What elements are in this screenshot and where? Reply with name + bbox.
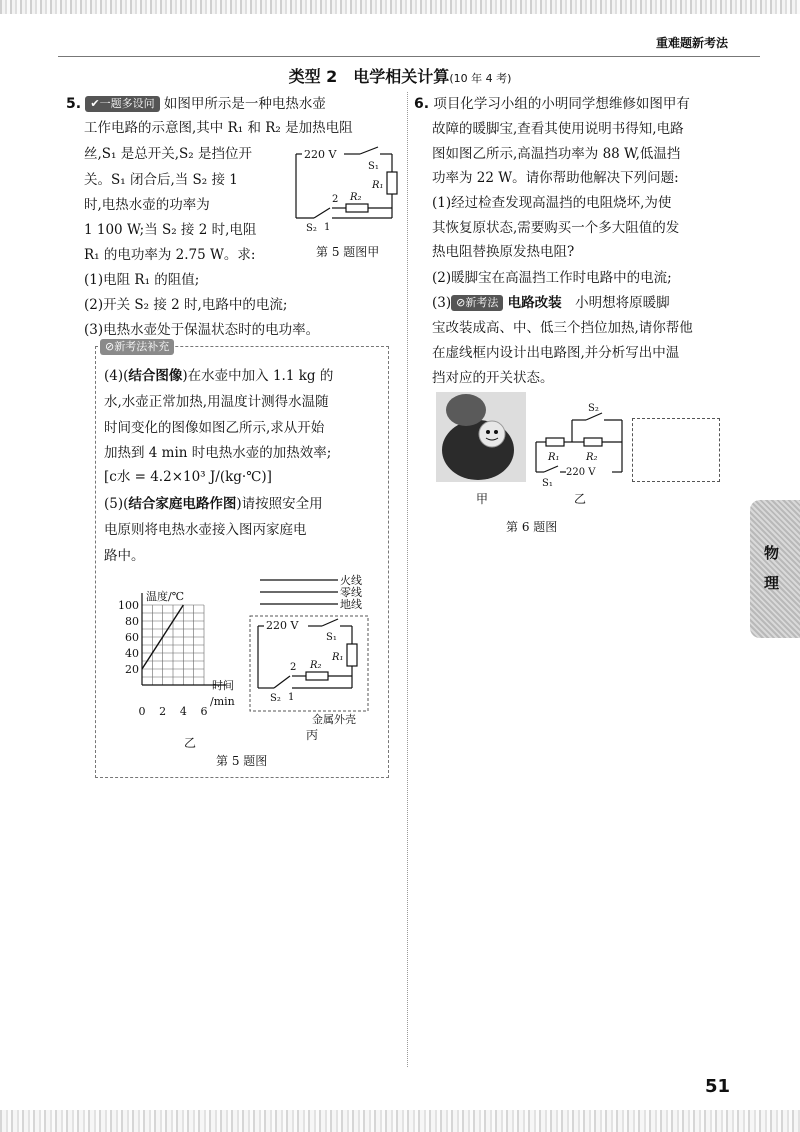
section-title-text: 类型 2 电学相关计算 xyxy=(288,67,450,86)
q5-fig-a-voltage: 220 V xyxy=(304,148,337,161)
q5-fig-a-r2: R₂ xyxy=(350,192,362,203)
q5-line-3: 关。S₁ 闭合后,当 S₂ 接 1 xyxy=(84,172,238,188)
q6-line-3: 功率为 22 W。请你帮助他解决下列问题: xyxy=(432,170,679,186)
header-rule xyxy=(58,56,760,57)
graph-y-tick-60: 60 xyxy=(125,631,139,644)
q5-line-5: 1 100 W;当 S₂ 接 2 时,电阻 xyxy=(84,222,257,238)
graph-axes xyxy=(142,593,226,685)
q6-p3-bold: 电路改装 xyxy=(507,295,562,311)
q6-line-1: 故障的暖脚宝,查看其使用说明书得知,电路 xyxy=(432,121,684,137)
graph-y-tick-80: 80 xyxy=(125,615,139,628)
q5-p4-line-1: 水,水壶正常加热,用温度计测得水温随 xyxy=(104,394,329,410)
fig-c-s1: S₁ xyxy=(326,632,337,643)
graph-x-tick-6: 6 xyxy=(200,705,208,718)
column-divider xyxy=(407,92,408,1067)
q5-line-8: (2)开关 S₂ 接 2 时,电路中的电流; xyxy=(84,297,288,313)
graph-x-ticks xyxy=(139,705,208,718)
q6-line-5: 其恢复原状态,需要购买一个多大阻值的发 xyxy=(432,220,680,236)
q5-p5-line-0 xyxy=(104,494,323,514)
q5-fig-a-s2: S₂ xyxy=(306,223,317,234)
q6-fig-s2: S₂ xyxy=(588,403,599,414)
section-title xyxy=(0,64,800,87)
fig-c-ground: 地线 xyxy=(340,598,362,611)
q6-line-4: (1)经过检查发现高温挡的电阻烧坏,为使 xyxy=(432,195,672,211)
q5-p5-lead: (5)( xyxy=(104,496,129,512)
q6-label-a: 甲 xyxy=(476,492,489,506)
q6-caption: 第 6 题图 xyxy=(506,520,558,534)
fig-c-live: 火线 xyxy=(340,574,362,587)
q5-line-1: 工作电路的示意图,其中 R₁ 和 R₂ 是加热电阻 xyxy=(84,120,353,136)
q5-line-0: 如图甲所示是一种电热水壶 xyxy=(163,96,326,112)
q5-fig-a-pos2: 2 xyxy=(332,194,339,205)
q6-label-b: 乙 xyxy=(574,492,587,506)
fig-c-pos2: 2 xyxy=(290,662,297,673)
graph-y-label: 温度/℃ xyxy=(146,590,185,603)
q6-p3-line-1: 宝改装成高、中、低三个挡位加热,请你帮他 xyxy=(432,320,693,336)
q5-p4-text-0: )在水壶中加入 1.1 kg 的 xyxy=(182,368,334,384)
graph-x-label-2: /min xyxy=(210,695,235,708)
q5-p4-line-3: 加热到 4 min 时电热水壶的加热效率; xyxy=(104,445,332,461)
section-title-note: (10 年 4 考) xyxy=(449,72,512,85)
q6-number: 6. xyxy=(414,96,430,112)
q6-p3-badge: ⊘新考法 xyxy=(451,295,503,311)
running-head: 重难题新考法 xyxy=(655,36,728,50)
q5-p5-text-0: )请按照安全用 xyxy=(236,496,323,512)
q5-badge: ✔一题多设问 xyxy=(85,96,159,112)
q5-temperature-graph xyxy=(112,585,235,755)
graph-x-tick-0: 0 xyxy=(138,705,146,718)
q5-p5-bold: 结合家庭电路作图 xyxy=(128,496,237,512)
q6-p3-line-2: 在虚线框内设计出电路图,并分析写出中温 xyxy=(432,345,680,361)
q5-fig-a-s1: S₁ xyxy=(368,161,379,172)
q5-p4-lead: (4)( xyxy=(104,368,129,384)
q5-p4-bold: 结合图像 xyxy=(128,368,183,384)
q6-p3-first: 小明想将原暖脚 xyxy=(561,295,670,311)
fig-c-voltage: 220 V xyxy=(266,619,299,632)
q5-fig-a-r1: R₁ xyxy=(372,180,384,191)
q5-fig-a-pos1: 1 xyxy=(324,222,331,233)
q6-p3-line-0 xyxy=(432,293,670,313)
graph-grid xyxy=(142,605,204,685)
q5-caption: 第 5 题图 xyxy=(216,754,268,768)
q6-first-line xyxy=(414,94,690,114)
fig-c-r2: R₂ xyxy=(310,660,322,671)
scan-edge-bottom xyxy=(0,1110,800,1132)
graph-sub-label: 乙 xyxy=(184,736,197,750)
q6-line-7: (2)暖脚宝在高温挡工作时电路中的电流; xyxy=(432,270,672,286)
q6-line-2: 图如图乙所示,高温挡功率为 88 W,低温挡 xyxy=(432,146,681,162)
q5-fig-c-home-circuit xyxy=(244,568,374,742)
q5-p4-line-2: 时间变化的图像如图乙所示,求从开始 xyxy=(104,420,325,436)
q6-p3-lead: (3) xyxy=(432,295,452,311)
q6-line-6: 热电阻替换原发热电阻? xyxy=(432,244,575,260)
q5-line-9: (3)电热水壶处于保温状态时的电功率。 xyxy=(84,322,320,338)
q5-line-7: (1)电阻 R₁ 的阻值; xyxy=(84,272,200,288)
graph-x-label-1: 时间 xyxy=(212,679,234,692)
graph-y-tick-20: 20 xyxy=(125,663,139,676)
q5-new-badge: ⊘新考法补充 xyxy=(100,339,174,355)
side-tab-char-2: 理 xyxy=(764,574,780,592)
page-number: 51 xyxy=(704,1076,730,1097)
q5-line-4: 时,电热水壶的功率为 xyxy=(84,197,210,213)
q5-p5-line-2: 路中。 xyxy=(104,548,145,564)
graph-y-tick-100: 100 xyxy=(118,599,139,612)
fig-c-s2: S₂ xyxy=(270,693,281,704)
q5-line-2: 丝,S₁ 是总开关,S₂ 是挡位开 xyxy=(84,146,252,162)
q6-design-box xyxy=(632,418,720,482)
q5-fig-a-circuit xyxy=(292,140,402,240)
q5-p4-line-4: [c水 = 4.2×10³ J/(kg·℃)] xyxy=(104,469,272,485)
subject-side-tab xyxy=(750,500,800,638)
q6-line-0: 项目化学习小组的小明同学想维修如图甲有 xyxy=(433,96,690,112)
q5-new-badge-row xyxy=(100,337,174,357)
q6-p3-line-3: 挡对应的开关状态。 xyxy=(432,370,554,386)
side-tab-char-1: 物 xyxy=(764,544,780,562)
q5-line-6: R₁ 的电功率为 2.75 W。求: xyxy=(84,247,256,263)
graph-x-tick-4: 4 xyxy=(179,705,187,718)
q6-fig-r2: R₂ xyxy=(586,452,598,463)
fig-c-neutral: 零线 xyxy=(340,586,362,599)
graph-y-ticks xyxy=(118,599,139,676)
q5-first-line xyxy=(66,94,326,114)
q5-p4-line-0 xyxy=(104,366,333,386)
q5-fig-a-caption: 第 5 题图甲 xyxy=(316,245,380,259)
q5-p5-line-1: 电原则将电热水壶接入图丙家庭电 xyxy=(104,522,307,538)
graph-x-tick-2: 2 xyxy=(159,705,167,718)
fig-c-shell: 金属外壳 xyxy=(312,713,356,726)
fig-c-sub-label: 丙 xyxy=(306,728,319,742)
q6-foot-warmer-photo xyxy=(436,392,526,482)
q6-fig-voltage: 220 V xyxy=(566,467,596,478)
q6-circuit-b xyxy=(532,400,632,489)
graph-y-tick-40: 40 xyxy=(125,647,139,660)
q5-number: 5. xyxy=(66,96,82,112)
scan-edge-top xyxy=(0,0,800,14)
fig-c-pos1: 1 xyxy=(288,692,295,703)
q6-fig-r1: R₁ xyxy=(548,452,560,463)
q6-fig-s1: S₁ xyxy=(542,478,553,489)
fig-c-r1: R₁ xyxy=(332,652,344,663)
